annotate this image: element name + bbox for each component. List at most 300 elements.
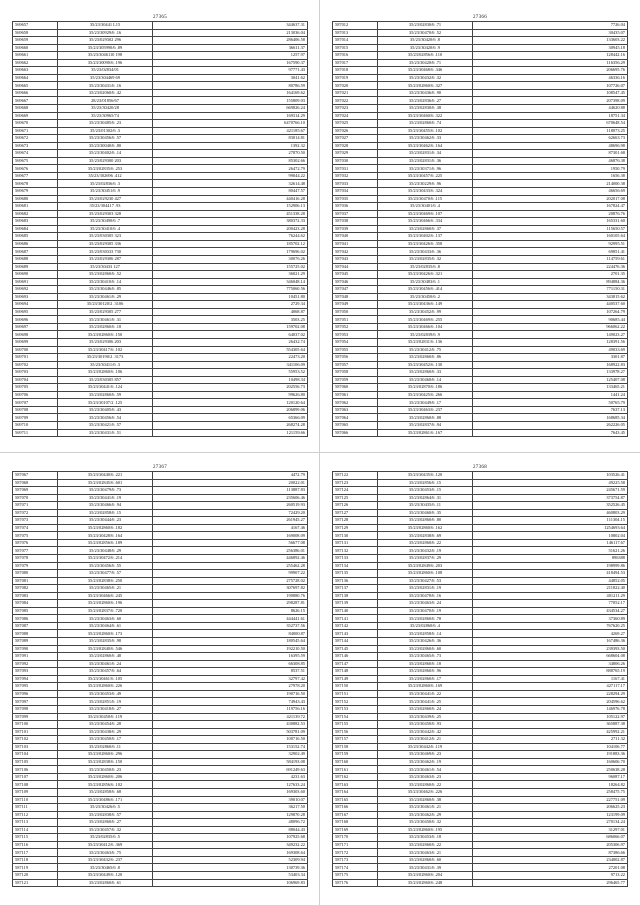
table-row [333, 22, 628, 30]
table-row [333, 112, 628, 120]
reference-cell: 35/23/30402/6 .14 [58, 150, 153, 158]
table-row [13, 248, 308, 256]
record-id-cell: 587037 [333, 210, 378, 218]
amount-cell: 128442.16 [473, 52, 628, 60]
table-row [13, 22, 308, 30]
amount-cell: 262226.05 [473, 421, 628, 429]
reference-cell: 35/23/02860/6 .18 [378, 660, 473, 668]
amount-cell: 440416.28 [153, 195, 308, 203]
table-row [333, 233, 628, 241]
amount-cell: 99626.80 [153, 391, 308, 399]
reference-cell: 35/23/30427/6 .53 [378, 577, 473, 585]
table-row [13, 479, 308, 487]
table-row [13, 826, 308, 834]
amount-cell: 554305.64 [153, 346, 308, 354]
record-id-cell: 569704 [13, 376, 58, 384]
record-id-cell: 587055 [333, 346, 378, 354]
amount-cell: 160606.70 [473, 758, 628, 766]
record-id-cell: 587151 [333, 690, 378, 698]
table-row [13, 849, 308, 857]
reference-cell: 35/23/02860/6 .296 [58, 751, 153, 759]
reference-cell: 35/23/30090/6 .196 [58, 59, 153, 67]
reference-cell: 35/23/30472/6 .214 [58, 555, 153, 563]
record-id-cell: 587039 [333, 225, 378, 233]
amount-cell: 27978.20 [153, 683, 308, 691]
amount-cell: 74943.43 [153, 698, 308, 706]
reference-cell: 35/23/02860/6 .22 [378, 539, 473, 547]
table-row [333, 338, 628, 346]
amount-cell: 114759.61 [473, 255, 628, 263]
amount-cell: 9713.22 [473, 871, 628, 879]
table-row [333, 135, 628, 143]
record-id-cell: 587089 [13, 638, 58, 646]
amount-cell: 133978.27 [473, 369, 628, 377]
table-row [333, 675, 628, 683]
table-row [333, 37, 628, 45]
table-row [333, 105, 628, 113]
record-id-cell: 587173 [333, 856, 378, 864]
record-id-cell: 587021 [333, 89, 378, 97]
table-row [13, 841, 308, 849]
table-row [333, 660, 628, 668]
reference-cell: 35/23/30470/6 .52 [378, 29, 473, 37]
record-id-cell: 587139 [333, 600, 378, 608]
amount-cell: 20876.76 [473, 210, 628, 218]
table-row [13, 675, 308, 683]
amount-cell: 62663.73 [473, 135, 628, 143]
amount-cell: 72429.20 [153, 509, 308, 517]
amount-cell: 22473.20 [153, 354, 308, 362]
record-id-cell: 587111 [13, 804, 58, 812]
table-row [333, 592, 628, 600]
table-row [13, 369, 308, 377]
reference-cell: 35/23/305990/6 .89 [58, 44, 153, 52]
record-id-cell: 569697 [13, 323, 58, 331]
reference-cell: 35/23/02860/6 .80 [378, 517, 473, 525]
reference-cell: 35/23/02860/6 .27 [58, 819, 153, 827]
reference-cell: 35/23/30421/6 .57 [58, 421, 153, 429]
table-row [333, 429, 628, 437]
record-id-cell: 569674 [13, 150, 58, 158]
reference-cell: 35/23/30438/6 .29 [58, 728, 153, 736]
table-row [13, 361, 308, 369]
table-row [13, 82, 308, 90]
reference-cell: 35/23/02839/6 .9 [378, 331, 473, 339]
amount-cell: 87301.68 [473, 150, 628, 158]
amount-cell: 107264.79 [473, 308, 628, 316]
reference-cell: 35/23/30479/6 .73 [58, 487, 153, 495]
table-row [13, 592, 308, 600]
record-id-cell: 587128 [333, 517, 378, 525]
record-id-cell: 569683 [13, 218, 58, 226]
amount-cell: 352737.56 [153, 622, 308, 630]
amount-cell: 153152.74 [153, 743, 308, 751]
reference-cell: 35/23/02831/6 .36 [378, 157, 473, 165]
record-id-cell: 587145 [333, 645, 378, 653]
record-id-cell: 587073 [13, 517, 58, 525]
reference-cell: 35/23/30463/6 .75 [58, 849, 153, 857]
table-row [13, 600, 308, 608]
reference-cell: 35/23/30442/6 .42 [378, 728, 473, 736]
table-row [13, 89, 308, 97]
amount-cell: 149023.27 [473, 331, 628, 339]
amount-cell: 207398.09 [473, 97, 628, 105]
table-row [333, 293, 628, 301]
table-row [13, 736, 308, 744]
table-row [333, 195, 628, 203]
reference-cell: 35/23/30452/6 .99 [378, 308, 473, 316]
amount-cell: 116356.29 [473, 59, 628, 67]
table-row [13, 585, 308, 593]
reference-cell: 35/23/02856/6 .102 [58, 781, 153, 789]
table-row [13, 354, 308, 362]
amount-cell: 26432.74 [153, 338, 308, 346]
table-row [333, 44, 628, 52]
reference-cell: 35/23/30483/6 .1 [378, 278, 473, 286]
record-id-cell: 587160 [333, 758, 378, 766]
record-id-cell: 587095 [13, 683, 58, 691]
amount-cell: 80786.59 [153, 82, 308, 90]
table-row [13, 37, 308, 45]
record-id-cell: 587045 [333, 271, 378, 279]
reference-cell: 35/23/30441/6 .124 [58, 384, 153, 392]
table-row [333, 856, 628, 864]
table-row [333, 210, 628, 218]
table-row [13, 517, 308, 525]
amount-cell: 260519.93 [153, 502, 308, 510]
record-id-cell: 587068 [13, 479, 58, 487]
records-table [12, 471, 308, 887]
amount-cell: 127633.24 [153, 781, 308, 789]
record-id-cell: 587094 [13, 675, 58, 683]
table-row [333, 354, 628, 362]
table-row [333, 864, 628, 872]
amount-cell: 36217.50 [153, 804, 308, 812]
amount-cell: 80447.57 [153, 188, 308, 196]
record-id-cell: 569711 [13, 429, 58, 437]
reference-cell: 35/23/02860/6 .169 [378, 683, 473, 691]
amount-cell: 32902.49 [153, 751, 308, 759]
table-row [13, 547, 308, 555]
amount-cell: 206625.23 [473, 804, 628, 812]
record-id-cell: 569702 [13, 361, 58, 369]
reference-cell: 35/23/02860/6 .96 [378, 668, 473, 676]
table-row [13, 180, 308, 188]
record-id-cell: 587171 [333, 841, 378, 849]
record-id-cell: 587107 [13, 773, 58, 781]
table-row [333, 52, 628, 60]
record-id-cell: 569687 [13, 248, 58, 256]
amount-cell: 169314.29 [153, 112, 308, 120]
reference-cell: 35/23/02860/6 .60 [378, 645, 473, 653]
record-id-cell: 587119 [13, 864, 58, 872]
record-id-cell: 569689 [13, 263, 58, 271]
amount-cell: 365887.38 [473, 721, 628, 729]
record-id-cell: 587087 [13, 622, 58, 630]
table-row [333, 698, 628, 706]
table-row [333, 172, 628, 180]
record-id-cell: 569709 [13, 414, 58, 422]
reference-cell: 35/23/02860/6 .88 [378, 414, 473, 422]
reference-cell: 35/23/30450/6 .93 [378, 721, 473, 729]
amount-cell: 584193.08 [153, 758, 308, 766]
reference-cell: 35/23/30418/6 .27 [58, 705, 153, 713]
record-id-cell: 587048 [333, 293, 378, 301]
reference-cell: 35/23/02860/6 .24 [378, 705, 473, 713]
reference-cell: 35/23/30461/6 .105 [58, 675, 153, 683]
reference-cell: 35/23/02838/6 .250 [58, 577, 153, 585]
record-id-cell: 569672 [13, 135, 58, 143]
table-row [13, 142, 308, 150]
record-id-cell: 587054 [333, 338, 378, 346]
table-row [13, 331, 308, 339]
amount-cell: 434534.27 [473, 607, 628, 615]
table-row [333, 203, 628, 211]
table-row [13, 255, 308, 263]
table-row [333, 331, 628, 339]
reference-cell: 35/23/30433/6 .36 [378, 248, 473, 256]
reference-cell: 28/23/01856/67 [58, 97, 153, 105]
amount-cell: 190880.76 [153, 592, 308, 600]
amount-cell: 771150.31 [473, 286, 628, 294]
amount-cell: 83014.81 [153, 135, 308, 143]
amount-cell: 7643.45 [473, 429, 628, 437]
reference-cell: 35/23/30450/6 .119 [58, 713, 153, 721]
reference-cell: 35/23/02838/6 .57 [58, 811, 153, 819]
amount-cell: 3503.25 [153, 316, 308, 324]
reference-cell: 35/23/029305 277 [58, 308, 153, 316]
table-row [333, 577, 628, 585]
reference-cell: 35/23/30456/6 .55 [58, 562, 153, 570]
reference-cell: 35/23/30469/6 .23 [378, 751, 473, 759]
reference-cell: 35/23/02860/6 .38 [378, 796, 473, 804]
amount-cell: 691249.63 [153, 766, 308, 774]
reference-cell: 35/23/30456/6 .54 [58, 414, 153, 422]
reference-cell: 35/23/30420/6 .8 [378, 37, 473, 45]
record-id-cell: 587115 [13, 834, 58, 842]
table-row [13, 622, 308, 630]
table-row [333, 323, 628, 331]
table-row [13, 834, 308, 842]
reference-cell: 35/23/30462/6 .164 [378, 142, 473, 150]
record-id-cell: 587109 [13, 788, 58, 796]
record-id-cell: 587155 [333, 721, 378, 729]
amount-cell: 418494.53 [473, 570, 628, 578]
amount-cell: 84000.87 [153, 630, 308, 638]
reference-cell: 35/23/30410/6 .4 [58, 225, 153, 233]
amount-cell: 200423.28 [153, 225, 308, 233]
amount-cell: 966062.22 [473, 323, 628, 331]
record-id-cell: 587141 [333, 615, 378, 623]
table-row [13, 406, 308, 414]
reference-cell: 35/23/30432/6 .32 [378, 74, 473, 82]
record-id-cell: 587050 [333, 308, 378, 316]
record-id-cell: 587086 [13, 615, 58, 623]
reference-cell: 35/23/30457/6 .64 [58, 668, 153, 676]
amount-cell: 7637.13 [473, 406, 628, 414]
amount-cell: 119756.16 [153, 705, 308, 713]
reference-cell: 35/23/30465/6 .21 [58, 585, 153, 593]
reference-cell: 35/23/30405/6 .43 [58, 406, 153, 414]
reference-cell: 35/23/02837/6 .94 [378, 421, 473, 429]
amount-cell: 270134.24 [473, 819, 628, 827]
amount-cell: 66308.85 [153, 660, 308, 668]
table-row [333, 547, 628, 555]
amount-cell: 10802.04 [473, 532, 628, 540]
record-id-cell: 587161 [333, 766, 378, 774]
reference-cell: 35/23/02834/01 [58, 67, 153, 75]
reference-cell: 35/23/30441/6 .25 [378, 698, 473, 706]
reference-cell: 35/23/30466/6 .334 [378, 218, 473, 226]
table-row [13, 233, 308, 241]
amount-cell: 32797.42 [153, 675, 308, 683]
table-row [333, 502, 628, 510]
amount-cell: 27201.08 [473, 864, 628, 872]
amount-cell: 160105.64 [473, 233, 628, 241]
amount-cell: 4068.87 [153, 308, 308, 316]
record-id-cell: 587146 [333, 653, 378, 661]
reference-cell: 35/23/30411/6 .3 [58, 361, 153, 369]
table-row [333, 683, 628, 691]
reference-cell: 35/23/02845/6 .601 [58, 479, 153, 487]
record-id-cell: 587170 [333, 834, 378, 842]
amount-cell: 670648.54 [473, 120, 628, 128]
record-id-cell: 587117 [13, 849, 58, 857]
table-row [333, 89, 628, 97]
amount-cell: 275728.02 [153, 577, 308, 585]
amount-cell: 118073.25 [473, 127, 628, 135]
reference-cell: 35/23/30412/6 .21 [378, 736, 473, 744]
reference-cell: 35/23/30452/6 .130 [378, 361, 473, 369]
record-id-cell: 587022 [333, 97, 378, 105]
reference-cell: 35/23/30466/6 .245 [58, 592, 153, 600]
record-id-cell: 587047 [333, 286, 378, 294]
table-row [333, 743, 628, 751]
record-id-cell: 587081 [13, 577, 58, 585]
amount-cell: 250638.28 [473, 766, 628, 774]
record-id-cell: 569660 [13, 44, 58, 52]
reference-cell: 35/23/02835/6 .98 [58, 638, 153, 646]
table-row [13, 52, 308, 60]
record-id-cell: 587046 [333, 278, 378, 286]
reference-cell: 35/23/02858/6 .14 [378, 630, 473, 638]
record-id-cell: 587101 [13, 728, 58, 736]
reference-cell: 35/23/30449/6 .120 [58, 871, 153, 879]
record-id-cell: 587061 [333, 391, 378, 399]
amount-cell: 152906.13 [153, 203, 308, 211]
table-row [333, 788, 628, 796]
amount-cell: 234002.87 [473, 856, 628, 864]
record-id-cell: 587051 [333, 316, 378, 324]
amount-cell: 37360.89 [473, 615, 628, 623]
amount-cell: 49033.69 [473, 346, 628, 354]
record-id-cell: 587158 [333, 743, 378, 751]
table-row [13, 172, 308, 180]
reference-cell: 35/23/02861/6 .167 [378, 429, 473, 437]
amount-cell: 105122.97 [473, 713, 628, 721]
reference-cell: 35/23/30229/6 .96 [378, 180, 473, 188]
record-id-cell: 587036 [333, 203, 378, 211]
reference-cell: 35/23/30965/74 [58, 112, 153, 120]
record-id-cell: 587025 [333, 120, 378, 128]
table-row [13, 44, 308, 52]
table-row [333, 59, 628, 67]
table-row [13, 150, 308, 158]
record-id-cell: 587105 [13, 758, 58, 766]
amount-cell: 2711.32 [473, 736, 628, 744]
table-row [333, 630, 628, 638]
reference-cell: 35/23/02835/6 .5 [58, 834, 153, 842]
table-row [13, 577, 308, 585]
record-id-cell: 587019 [333, 74, 378, 82]
reference-cell: 35/23/02860/6 .108 [378, 570, 473, 578]
table-row [333, 150, 628, 158]
reference-cell: 35/23/30462/6 .226 [378, 788, 473, 796]
reference-cell: 35/23/02860/6 .206 [58, 773, 153, 781]
reference-cell: 35/23/02856/6 .15 [378, 479, 473, 487]
record-id-cell: 569696 [13, 316, 58, 324]
reference-cell: 35/23/30441/6 .19 [58, 494, 153, 502]
record-id-cell: 587030 [333, 157, 378, 165]
reference-cell: 35/23/30417/6 .102 [58, 346, 153, 354]
table-row [13, 539, 308, 547]
record-id-cell: 569669 [13, 112, 58, 120]
reference-cell: 35/23/30426/6 .358 [378, 240, 473, 248]
amount-cell: 53403.34 [153, 871, 308, 879]
record-id-cell: 587120 [13, 871, 58, 879]
record-id-cell: 569680 [13, 195, 58, 203]
table-row [13, 645, 308, 653]
record-id-cell: 587108 [13, 781, 58, 789]
page-27366 [332, 14, 628, 437]
amount-cell: 179696.02 [153, 248, 308, 256]
table-row [13, 804, 308, 812]
amount-cell: 125407.08 [473, 376, 628, 384]
reference-cell: 35/23/02860/6 .173 [58, 630, 153, 638]
table-row [13, 308, 308, 316]
amount-cell: 185702.12 [153, 240, 308, 248]
amount-cell: 4472.79 [153, 472, 308, 480]
amount-cell: 214000.38 [473, 180, 628, 188]
record-id-cell: 587142 [333, 622, 378, 630]
reference-cell: 35/23/02870/6 .186 [378, 384, 473, 392]
record-id-cell: 587164 [333, 788, 378, 796]
reference-cell: 35/23/030305 323 [58, 233, 153, 241]
amount-cell: 307697.82 [153, 585, 308, 593]
table-row [13, 532, 308, 540]
reference-cell: 35/23/02858/6 .15 [58, 509, 153, 517]
table-row [13, 630, 308, 638]
record-id-cell: 569666 [13, 89, 58, 97]
table-row [333, 766, 628, 774]
table-row [333, 361, 628, 369]
reference-cell: 35/23/02838/6 .69 [378, 532, 473, 540]
table-row [333, 127, 628, 135]
reference-cell: 35/23/30462/6 .19 [378, 758, 473, 766]
table-row [13, 713, 308, 721]
page-title: 27367 [153, 465, 167, 470]
amount-cell: 10498.34 [153, 376, 308, 384]
amount-cell: 130739.36 [153, 864, 308, 872]
amount-cell: 775060.56 [153, 286, 308, 294]
table-row [333, 517, 628, 525]
amount-cell: 50765.79 [473, 399, 628, 407]
table-row [333, 600, 628, 608]
amount-cell: 343815.62 [473, 293, 628, 301]
reference-cell: 35/23/02860/6 .60 [378, 856, 473, 864]
amount-cell: 111304.15 [473, 517, 628, 525]
amount-cell: 113887.83 [153, 487, 308, 495]
